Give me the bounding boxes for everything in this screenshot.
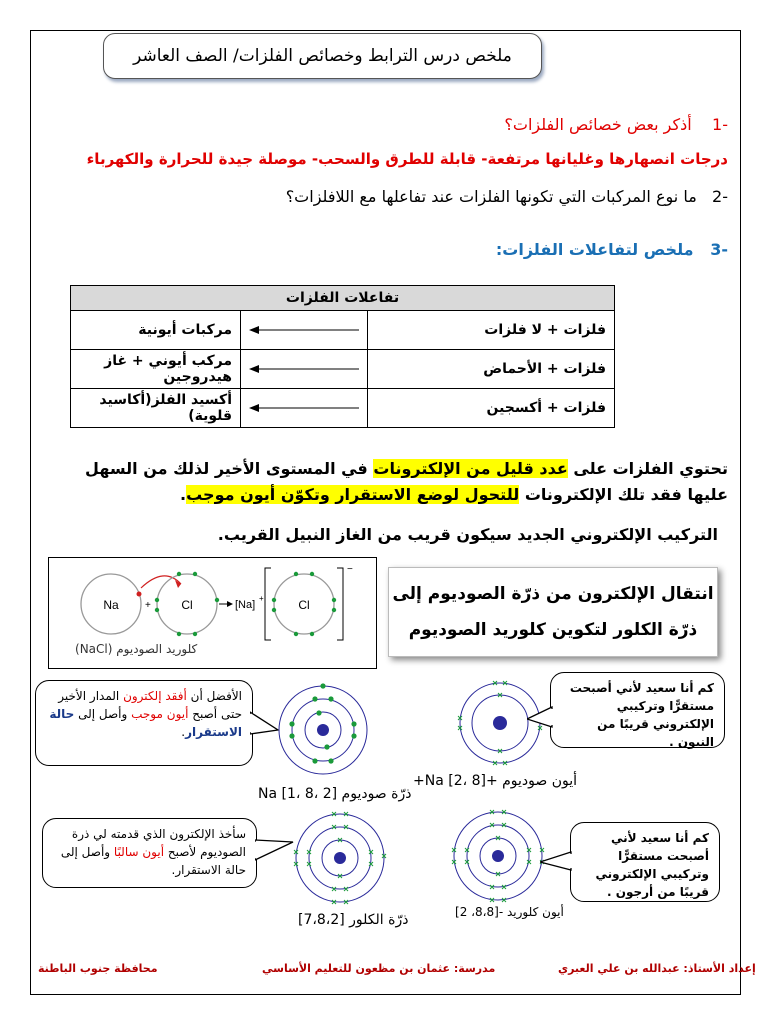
bubble-na-atom	[35, 680, 253, 766]
bubble-text: وأصل إلى حالة الاستقرار.	[60, 845, 246, 877]
bubble-cl-ion: كم أنا سعيد لأني أصبحت مستقرًّا وتركيبي الإلكتروني قريبًا من أرجون .	[570, 822, 720, 902]
arrow-icon	[241, 350, 368, 389]
callout-line-2: ذرّة الكلور لتكوين كلوريد الصوديوم	[408, 620, 698, 640]
bubble-pointer	[255, 838, 295, 864]
para-text: في المستوى الأخير لذلك من السهل عليها فقد تلك الإلكترونات	[85, 459, 728, 504]
bubble-bold-text: حالة الاستقرار	[49, 707, 242, 739]
na-ion-charge: +	[259, 594, 264, 603]
bubble-text: الأفضل أن	[186, 689, 242, 703]
nacl-diagram	[48, 557, 377, 669]
arrow-icon	[241, 389, 368, 428]
bubble-pointer	[527, 705, 553, 731]
plus-sign: +	[145, 600, 151, 611]
table-cell-reactants: فلزات + لا فلزات	[368, 311, 615, 350]
na-label: Na	[103, 598, 119, 612]
question-3	[496, 240, 728, 259]
footer-school: مدرسة: عثمان بن مظعون للتعليم الأساسي	[262, 962, 496, 975]
question-3-text: ملخص لتفاعلات الفلزات:	[495, 240, 694, 259]
question-2-number: -2	[712, 187, 728, 206]
table-cell-products: أكسيد الفلز(أكاسيد قلوية)	[71, 389, 241, 428]
footer-governorate: محافظة جنوب الباطنة	[38, 962, 158, 975]
answer-1: درجات انصهارها وغليانها مرتفعة- قابلة للطرق والسحب- موصلة جيدة للحرارة والكهرباء	[86, 150, 728, 168]
table-header: تفاعلات الفلزات	[71, 286, 615, 311]
para-highlight: عدد قليل من الإلكترونات	[373, 459, 568, 478]
cl-ion-label: Cl	[298, 598, 310, 612]
cl-ion-diagram	[450, 808, 546, 904]
page-title: ملخص درس الترابط وخصائص الفلزات/ الصف العاشر	[103, 33, 542, 79]
bubble-text: المدار الأخير حتى أصبح	[58, 689, 242, 721]
para-text: تحتوي الفلزات على	[567, 459, 728, 478]
cl-atom-diagram	[292, 810, 388, 906]
question-2-text: ما نوع المركبات التي تكونها الفلزات عند تفاعلها مع اللافلزات؟	[285, 187, 697, 206]
caption-na-ion: أيون صوديوم +Na ‎[2، 8]+	[413, 773, 578, 789]
table-row	[71, 389, 615, 428]
footer-author: إعداد الأستاذ: عبدالله بن علي العبري	[558, 962, 756, 975]
bubble-text: وأصل إلى	[74, 707, 132, 721]
bubble-cl-atom	[42, 818, 257, 888]
paragraph-noble-gas: التركيب الإلكتروني الجديد سيكون قريب من الغاز النبيل القريب.	[217, 525, 718, 544]
question-3-number: -3	[710, 240, 728, 259]
bubble-text: .	[181, 725, 186, 739]
para-highlight: للتحول لوضع الاستقرار وتكوّن أيون موجب	[186, 485, 520, 504]
table-row	[71, 350, 615, 389]
arrow-icon	[241, 311, 368, 350]
question-1	[504, 115, 728, 134]
callout-electron-transfer	[388, 567, 718, 657]
table-cell-reactants: فلزات + الأحماض	[368, 350, 615, 389]
cl-ion-charge: −	[347, 564, 353, 575]
paragraph-metals-electrons	[42, 456, 728, 508]
question-2	[286, 187, 728, 206]
question-1-text: أذكر بعض خصائص الفلزات؟	[504, 115, 692, 134]
question-1-number: -1	[712, 115, 728, 134]
bubble-na-ion: كم أنا سعيد لأني أصبحت مستقرًّا وتركيبي الإلكتروني قريبًا من النيون .	[550, 672, 725, 748]
nacl-caption: كلوريد الصوديوم (NaCl)	[75, 642, 198, 656]
para-text: .	[180, 485, 187, 504]
caption-cl-ion: أيون كلوريد -[8،8، 2]	[455, 905, 564, 919]
bubble-text: سأخذ الإلكترون الذي قدمته لي ذرة الصوديوم لأصبح	[71, 827, 246, 859]
caption-cl-atom: ذرّة الكلور [7،8،2]	[298, 912, 409, 928]
callout-line-1: انتقال الإلكترون من ذرّة الصوديوم إلى	[392, 584, 714, 604]
caption-na-atom: ذرّة صوديوم Na [1، 8، 2]	[258, 786, 412, 802]
table-row	[71, 311, 615, 350]
bubble-red-text: أيون سالبًا	[113, 845, 165, 859]
table-cell-products: مركبات أيونية	[71, 311, 241, 350]
table-cell-reactants: فلزات + أكسجين	[368, 389, 615, 428]
bubble-red-text: أيون موجب	[131, 707, 189, 721]
table-cell-products: مركب أيوني + غاز هيدروجين	[71, 350, 241, 389]
reactions-table	[70, 285, 615, 428]
cl-label: Cl	[181, 598, 193, 612]
bubble-pointer	[540, 850, 572, 874]
bubble-red-text: أفقد إلكترون	[123, 689, 187, 703]
na-ion-label: [Na]	[235, 599, 256, 611]
na-atom-diagram	[275, 680, 371, 780]
